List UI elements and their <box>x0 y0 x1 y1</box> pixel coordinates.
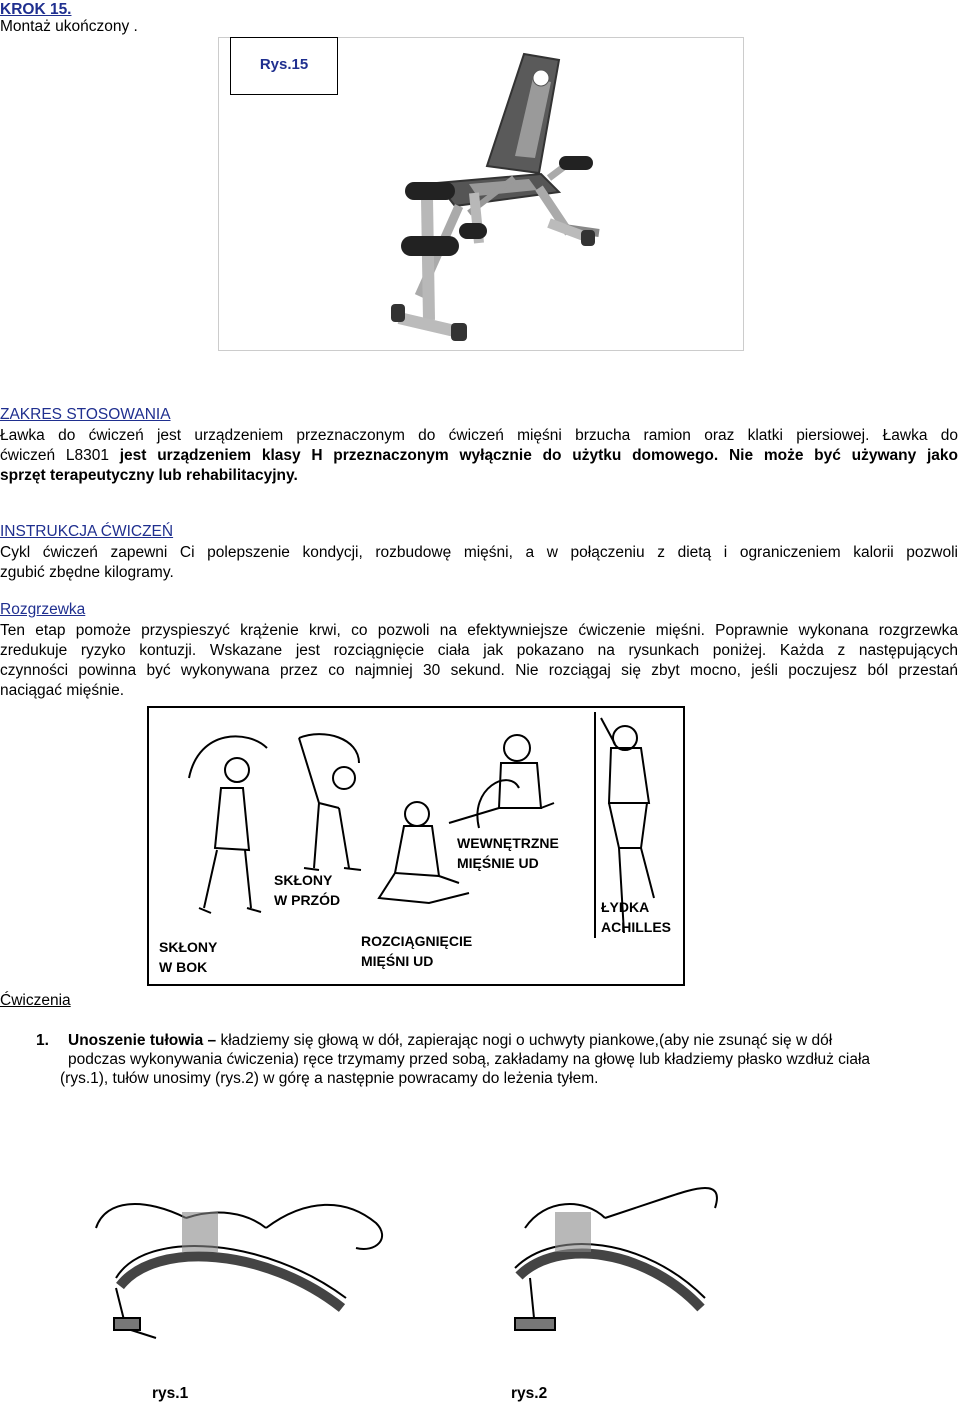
scope-line-3: sprzęt terapeutyczny lub rehabilitacyjny. <box>0 467 298 484</box>
warmup-line-4: naciągać mięśnie. <box>0 682 125 699</box>
exercise-number: 1. <box>36 1032 49 1049</box>
exercise-figure-1 <box>86 1168 436 1348</box>
label-rozciagniecie-1: ROZCIĄGNIĘCIE <box>361 933 473 949</box>
label-lydka-2: ACHILLES <box>601 919 671 935</box>
label-wewnetrzne-1: WEWNĘTRZNE <box>457 835 559 851</box>
warmup-line-1: Ten etap pomoże przyspieszyć krążenie krwi, co pozwoli na efektywniejsze ćwiczenie mięśni. Poprawnie wykonana rozgrzewka <box>0 622 958 639</box>
exercise-line-3: (rys.1), tułów unosimy (rys.2) w górę a następnie powracamy do leżenia tyłem. <box>60 1070 599 1087</box>
caption-rys1: rys.1 <box>152 1385 189 1402</box>
label-wewnetrzne-2: MIĘŚNIE UD <box>457 855 539 871</box>
exercises-heading: Ćwiczenia <box>0 992 71 1009</box>
scope-heading: ZAKRES STOSOWANIA <box>0 406 171 423</box>
label-skony-w-przod-1: SKŁONY <box>274 872 333 888</box>
caption-rys2: rys.2 <box>511 1385 548 1402</box>
exercise-line-2: podczas wykonywania ćwiczenia) ręce trzymamy przed sobą, zakładamy na głowę lub kładziemy płasko wzdłuż ciała <box>68 1051 871 1068</box>
exercise-figure-2 <box>495 1168 735 1348</box>
instructions-line-1: Cykl ćwiczeń zapewni Ci polepszenie kondycji, rozbudowę mięśni, a w połączeniu z dietą i ograniczeniem kalorii pozwoli <box>0 544 958 561</box>
step-title: KROK 15. <box>0 1 72 18</box>
scope-line-2: ćwiczeń L8301 jest urządzeniem klasy H przeznaczonym wyłącznie do użytku domowego. Nie może być używany jako <box>0 447 959 464</box>
label-lydka-1: ŁYDKA <box>601 899 650 915</box>
exercise-illustration-1 <box>86 1168 436 1348</box>
exercise-line-1: Unoszenie tułowia – kładziemy się głową w dół, zapierając nogi o uchwyty piankowe,(aby nie zsunąć się w dół <box>68 1032 833 1049</box>
stretches-illustration <box>149 708 683 984</box>
label-skony-w-przod-2: W PRZÓD <box>274 892 341 908</box>
warmup-line-3: czynności powinna być wykonywana przez co najmniej 30 sekund. Nie rozciągaj się zbyt mocno, jeśli poczujesz ból przestań <box>0 662 958 679</box>
label-skony-w-bok-1: SKŁONY <box>159 939 218 955</box>
figure-15-label: Rys.15 <box>230 37 338 95</box>
warmup-line-2: zredukuje ryzyko kontuzji. Wskazane jest rozciągnięcie ciała jak pokazano na rysunkach poniżej. Każda z następujących <box>0 642 958 659</box>
step-subtitle: Montaż ukończony . <box>0 18 138 35</box>
instructions-heading: INSTRUKCJA ĆWICZEŃ <box>0 523 174 540</box>
scope-line-1: Ławka do ćwiczeń jest urządzeniem przeznaczonym do ćwiczeń mięśni brzucha ramion oraz klatki piersiowej. Ławka do <box>0 427 958 444</box>
exercise-illustration-2 <box>495 1168 735 1348</box>
stretches-figure <box>147 706 685 986</box>
warmup-heading: Rozgrzewka <box>0 601 86 618</box>
label-rozciagniecie-2: MIĘŚNI UD <box>361 953 434 969</box>
instructions-line-2: zgubić zbędne kilogramy. <box>0 564 174 581</box>
label-skony-w-bok-2: W BOK <box>159 959 208 975</box>
